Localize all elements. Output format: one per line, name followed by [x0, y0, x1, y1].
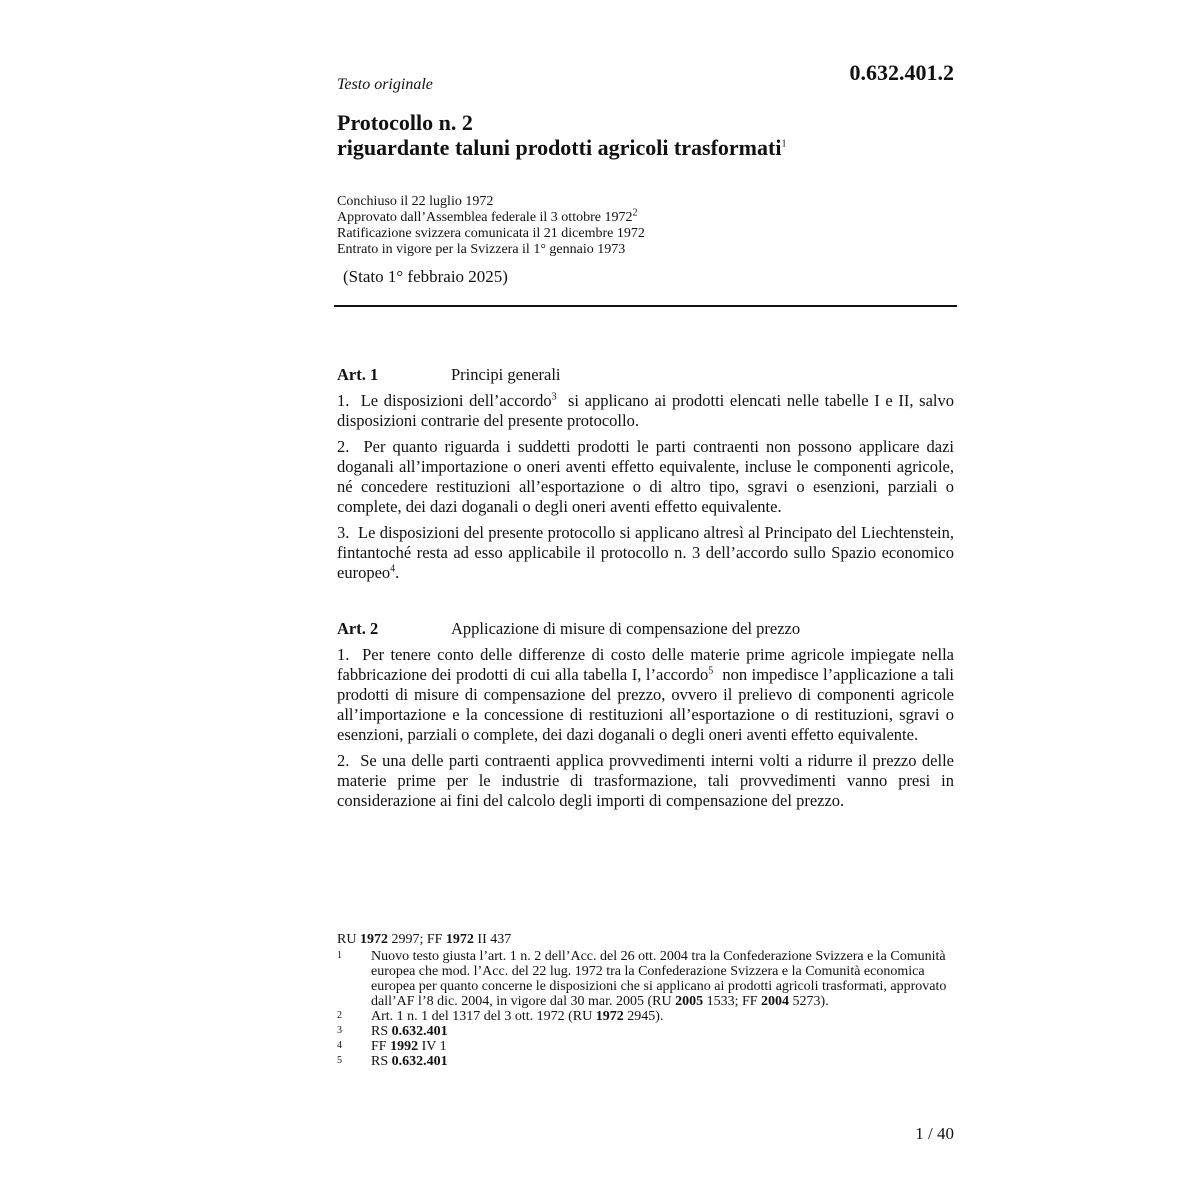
article-2-paragraph-2: 2. Se una delle parti contraenti applica provvedimenti interni volti a ridurre il prezzo delle materie prime per le industrie di trasformazione, tali provvedimenti vanno presi in considerazione ai fini del calcolo degli importi di compensazione del prezzo.: [337, 751, 954, 810]
footnote-4-text: [371, 1039, 954, 1054]
footnote-ref-5[interactable]: 5: [708, 665, 714, 677]
document-status-label: Testo originale: [337, 76, 433, 93]
fn1-text-e: 5273).: [789, 994, 829, 1009]
footnote-ref-3[interactable]: 3: [551, 391, 557, 403]
ru-label: RU: [337, 932, 360, 947]
footnote-ref-1[interactable]: 1: [781, 138, 787, 150]
article-2-p1-text-a: 1. Per tenere conto delle differenze di costo delle materie prime agricole impiegate nella fabbricazione dei prodotti di cui alla tabella I, l’accordo: [337, 645, 954, 684]
article-2-title: Applicazione di misure di compensazione del prezzo: [451, 619, 801, 638]
footnote-2-text: [371, 1009, 954, 1024]
document-metadata: [337, 194, 957, 258]
document-number: 0.632.401.2: [849, 60, 954, 85]
article-1: [337, 365, 954, 589]
meta-approved: [337, 207, 957, 226]
article-2-p1-text-b: non impedisce l’applicazione a tali prodotti di misure di compensazione del prezzo, ovvero il prelievo di componenti agricole all’importazione e la concessione di restituzioni all’esportazione o di restituzioni, sgravi o esenzioni, parziali o complete, dei dazi doganali o degli oneri aventi effetto equivalente.: [337, 665, 954, 744]
article-1-title: Principi generali: [451, 365, 561, 384]
document-title: [337, 110, 957, 160]
footnote-3-number: 3: [337, 1025, 342, 1036]
fn1-text-c: 1533; FF: [703, 994, 762, 1009]
article-1-paragraph-1: [337, 391, 954, 431]
meta-entry-into-force: Entrato in vigore per la Svizzera il 1° gennaio 1973: [337, 242, 626, 257]
fn2-text-c: 2945).: [623, 1009, 664, 1024]
footnote-5-number: 5: [337, 1055, 342, 1066]
meta-ratification: Ratificazione svizzera comunicata il 21 dicembre 1972: [337, 226, 645, 241]
fn4-ff-label: FF: [371, 1039, 391, 1054]
fn4-ff-page: IV 1: [418, 1039, 447, 1054]
footnote-4-number: 4: [337, 1040, 342, 1051]
official-collection-reference: [337, 932, 954, 947]
article-1-p1-text-b: si applicano ai prodotti elencati nelle tabelle I e II, salvo disposizioni contrarie del presente protocollo.: [337, 391, 954, 430]
fn4-ff-year: 1992: [390, 1039, 419, 1054]
title-line-2-text: riguardante taluni prodotti agricoli trasformati: [337, 135, 782, 160]
title-line-2: [337, 135, 957, 160]
fn5-rs-number: 0.632.401: [391, 1054, 448, 1069]
fn1-ru-year: 2005: [675, 994, 704, 1009]
fn3-rs-number: 0.632.401: [391, 1024, 448, 1039]
page-number: 1 / 40: [915, 1124, 954, 1143]
ff-page: II 437: [473, 932, 512, 947]
footnote-1-text: [371, 949, 954, 1009]
footnote-2-number: 2: [337, 1010, 342, 1021]
footnote-1: [337, 949, 954, 1009]
title-line-1: Protocollo n. 2: [337, 110, 473, 135]
article-2-paragraph-1: [337, 645, 954, 745]
article-2-heading: [337, 619, 954, 639]
footnote-ref-2[interactable]: 2: [632, 207, 638, 219]
article-2: [337, 619, 954, 817]
meta-approved-text: Approvato dall’Assemblea federale il 3 ottobre 1972: [337, 210, 633, 225]
article-1-heading: [337, 365, 954, 385]
ff-year: 1972: [445, 932, 474, 947]
footnote-5-text: [371, 1054, 954, 1069]
fn2-text-a: Art. 1 n. 1 del 1317 del 3 ott. 1972 (RU: [371, 1009, 596, 1024]
footnote-2: [337, 1009, 954, 1024]
article-1-paragraph-3: [337, 523, 954, 583]
article-1-p3-text-a: 3. Le disposizioni del presente protocollo si applicano altresì al Principato del Liechtenstein, fintantoché resta ad esso applicabile il protocollo n. 3 dell’accordo sullo Spazio economico europeo: [337, 523, 954, 582]
article-1-p1-text-a: 1. Le disposizioni dell’accordo: [337, 391, 552, 410]
footnote-3-text: [371, 1024, 954, 1039]
article-1-p3-text-b: .: [395, 563, 400, 582]
footnote-5: [337, 1054, 954, 1069]
article-2-number: Art. 2: [337, 619, 379, 638]
article-1-number: Art. 1: [337, 365, 379, 384]
meta-concluded: Conchiuso il 22 luglio 1972: [337, 194, 494, 209]
footnote-1-number: 1: [337, 950, 342, 961]
fn3-rs-label: RS: [371, 1024, 392, 1039]
article-1-paragraph-2: 2. Per quanto riguarda i suddetti prodotti le parti contraenti non possono applicare dazi doganali all’importazione o oneri aventi effetto equivalente, incluse le componenti agricole, né concedere restituzioni all’esportazione o di altro tipo, sgravi o esenzioni, parziali o complete, dei dazi doganali o degli oneri aventi effetto equivalente.: [337, 437, 954, 516]
header-divider: [334, 305, 957, 307]
ru-page-ff-label: 2997; FF: [387, 932, 446, 947]
footnote-ref-4[interactable]: 4: [390, 563, 396, 575]
ru-year: 1972: [359, 932, 388, 947]
fn2-ru-year: 1972: [595, 1009, 624, 1024]
document-state-date: (Stato 1° febbraio 2025): [343, 267, 508, 286]
footnote-3: [337, 1024, 954, 1039]
footnote-4: [337, 1039, 954, 1054]
fn5-rs-label: RS: [371, 1054, 392, 1069]
footnotes-section: [337, 932, 954, 1069]
fn1-ff-year: 2004: [761, 994, 790, 1009]
fn1-text-a: Nuovo testo giusta l’art. 1 n. 2 dell’Acc. del 26 ott. 2004 tra la Confederazione Svizzera e la Comunità europea che mod. l’Acc. del 22 lug. 1972 tra la Confederazione Svizzera e la Comunità economica europea per quanto concerne le disposizioni che si applicano ai prodotti agricoli trasformati, approvato dall’AF l’8 dic. 2004, in vigore dal 30 mar. 2005 (RU: [371, 949, 947, 1009]
